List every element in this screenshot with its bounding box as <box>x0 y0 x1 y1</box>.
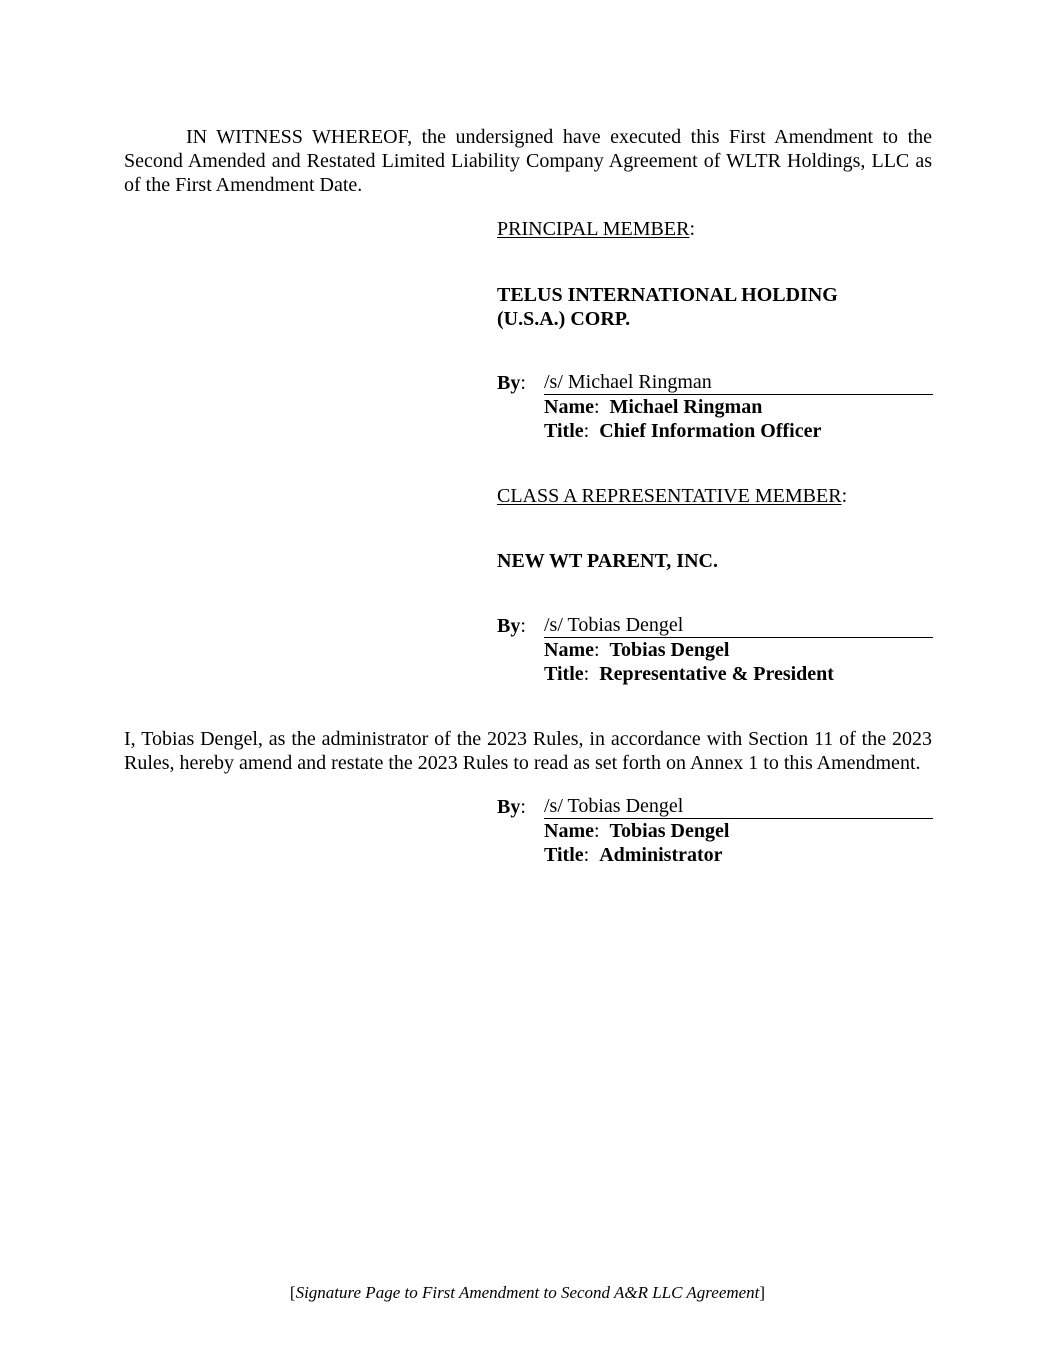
principal-entity <box>497 283 933 331</box>
witness-paragraph: IN WITNESS WHEREOF, the undersigned have executed this First Amendment to the Second Amended and Restated Limited Liability Company Agreement of WLTR Holdings, LLC as of the First Amendment Date. <box>124 126 932 196</box>
class-a-entity-name: NEW WT PARENT, INC. <box>497 550 718 572</box>
class-a-title-value: Representative & President <box>599 663 834 685</box>
administrator-signature: /s/ Tobias Dengel <box>544 795 933 819</box>
administrator-name-value: Tobias Dengel <box>609 820 730 842</box>
principal-member-heading: PRINCIPAL MEMBER: <box>497 218 696 240</box>
principal-by-text: By <box>497 372 521 394</box>
principal-title-line: Title: Chief Information Officer <box>544 420 822 442</box>
principal-signature-block <box>497 371 933 443</box>
principal-by-label: By: <box>497 372 526 394</box>
class-a-name-value: Tobias Dengel <box>609 639 730 661</box>
principal-title-value: Chief Information Officer <box>599 420 822 442</box>
class-a-by-label: By: <box>497 615 526 637</box>
administrator-signature-block <box>497 795 933 867</box>
principal-name-line: Name: Michael Ringman <box>544 396 763 418</box>
administrator-name-line: Name: Tobias Dengel <box>544 820 730 842</box>
administrator-statement: I, Tobias Dengel, as the administrator of the 2023 Rules, in accordance with Section 11 of the 2023 Rules, hereby amend and restate the 2023 Rules to read as set forth on Annex 1 to this Amendment. <box>124 728 932 774</box>
class-a-title-line: Title: Representative & President <box>544 663 834 685</box>
principal-name-value: Michael Ringman <box>609 396 763 418</box>
principal-entity-line2: (U.S.A.) CORP. <box>497 308 631 330</box>
principal-name-label: Name <box>544 396 594 418</box>
class-a-heading: CLASS A REPRESENTATIVE MEMBER: <box>497 485 848 507</box>
principal-title-label: Title <box>544 420 584 442</box>
class-a-signature-line <box>497 614 933 638</box>
principal-member-heading-text: PRINCIPAL MEMBER <box>497 218 690 240</box>
class-a-title-label: Title <box>544 663 584 685</box>
class-a-by-text: By <box>497 615 521 637</box>
class-a-signature-block <box>497 614 933 686</box>
class-a-heading-text: CLASS A REPRESENTATIVE MEMBER <box>497 485 842 507</box>
administrator-title-line: Title: Administrator <box>544 844 723 866</box>
principal-entity-line1: TELUS INTERNATIONAL HOLDING <box>497 284 838 306</box>
administrator-by-text: By <box>497 796 521 818</box>
class-a-name-line: Name: Tobias Dengel <box>544 639 730 661</box>
class-a-name-label: Name <box>544 639 594 661</box>
administrator-name-label: Name <box>544 820 594 842</box>
administrator-by-label: By: <box>497 796 526 818</box>
administrator-title-label: Title <box>544 844 584 866</box>
page-footer: [Signature Page to First Amendment to Second A&R LLC Agreement] <box>289 1283 766 1302</box>
principal-signature: /s/ Michael Ringman <box>544 371 933 395</box>
administrator-signature-line <box>497 795 933 819</box>
footer-text: Signature Page to First Amendment to Second A&R LLC Agreement <box>295 1283 760 1302</box>
administrator-title-value: Administrator <box>599 844 723 866</box>
principal-signature-line <box>497 371 933 395</box>
class-a-signature: /s/ Tobias Dengel <box>544 614 933 638</box>
class-a-entity <box>497 549 933 573</box>
